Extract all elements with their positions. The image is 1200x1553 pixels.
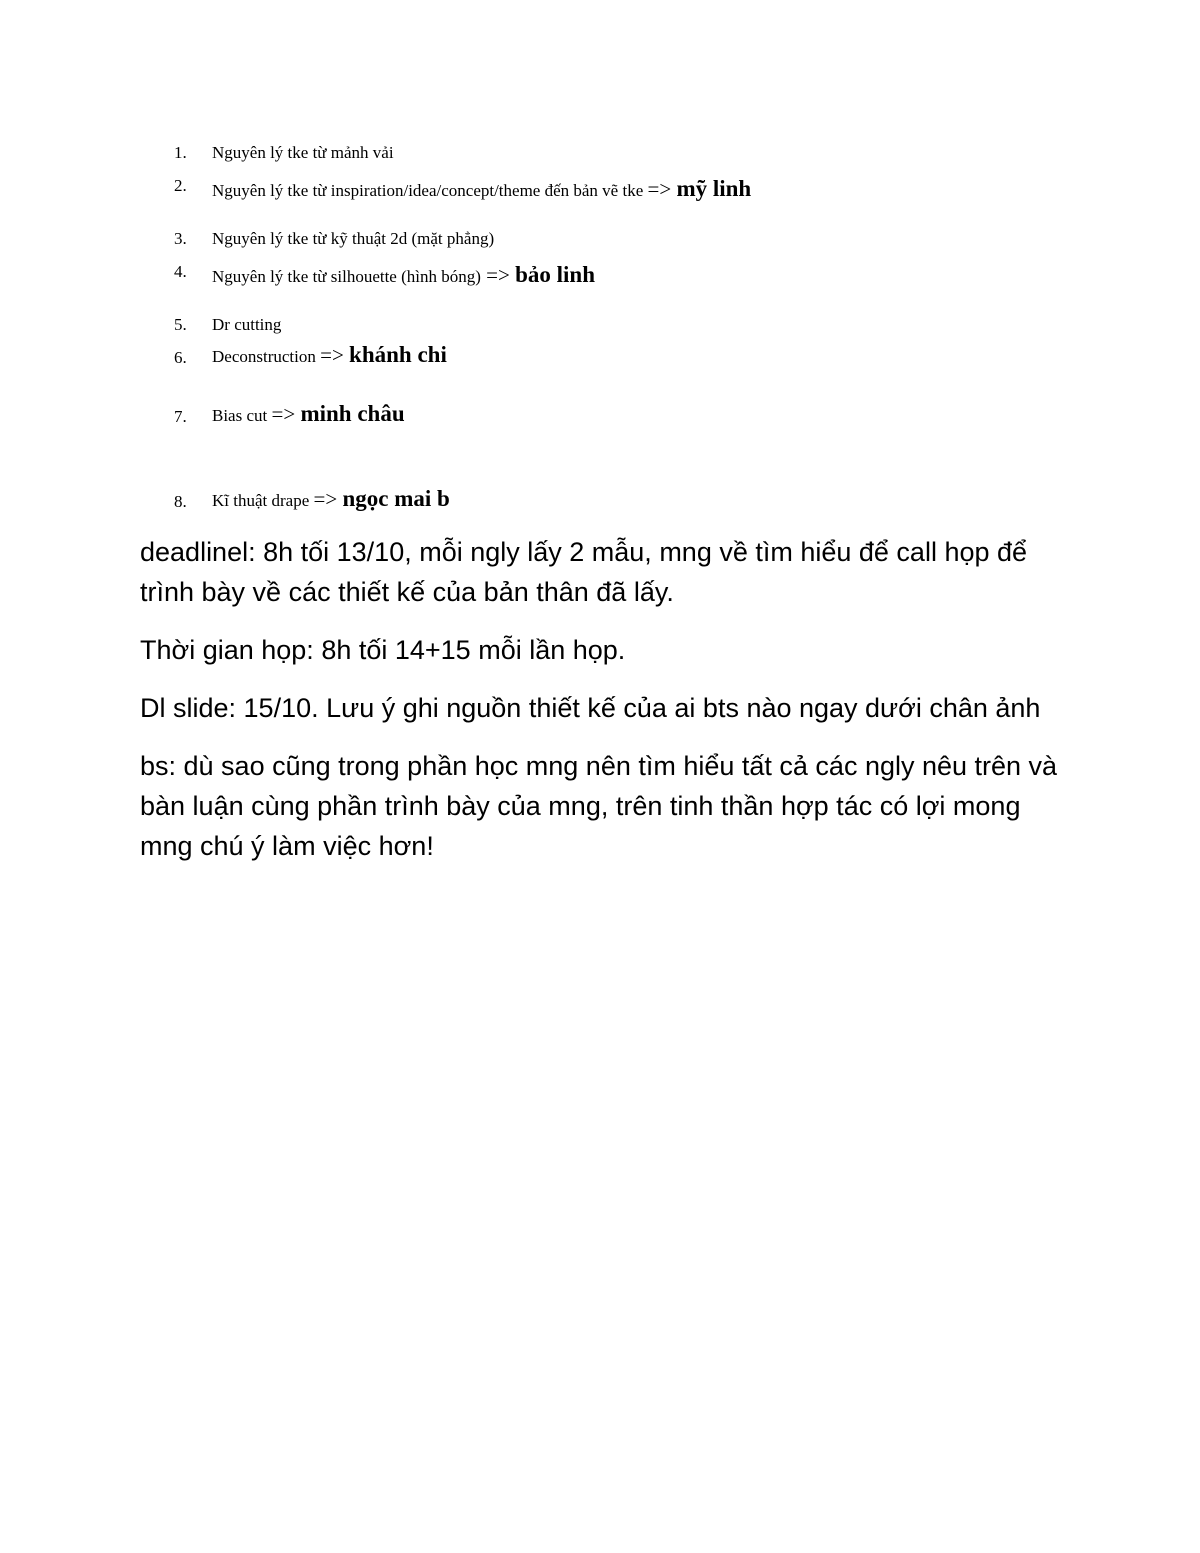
assignee-name: ngọc mai b [342, 486, 450, 511]
deadline-note: deadlinel: 8h tối 13/10, mỗi ngly lấy 2 mẫu, mng về tìm hiểu để call họp để trình bày về các thiết kế của bản thân đã lấy. [140, 537, 1028, 607]
assign-arrow: => [320, 343, 350, 367]
list-number: 7. [174, 407, 187, 426]
assign-arrow: => [313, 487, 343, 511]
list-number: 8. [174, 492, 187, 511]
list-number: 2. [174, 176, 187, 195]
additional-note: bs: dù sao cũng trong phần học mng nên tìm hiểu tất cả các ngly nêu trên và bàn luận cùng phần trình bày của mng, trên tinh thần hợp tác có lợi mong mng chú ý làm việc hơn! [140, 751, 1058, 861]
list-text: Kĩ thuật drape [212, 491, 314, 510]
list-number: 6. [174, 348, 187, 367]
assignee-name: minh châu [300, 401, 405, 426]
list-text: Nguyên lý tke từ inspiration/idea/concept/theme đến bản vẽ tke [212, 181, 648, 200]
assignee-name: khánh chi [349, 342, 447, 367]
assignee-name: mỹ linh [676, 176, 752, 201]
assignee-name: bảo linh [515, 262, 595, 287]
list-number: 4. [174, 262, 187, 281]
list-text: Dr cutting [212, 315, 282, 334]
list-text: Nguyên lý tke từ mảnh vải [212, 143, 394, 162]
list-text: Deconstruction [212, 347, 321, 366]
slide-deadline-note: Dl slide: 15/10. Lưu ý ghi nguồn thiết kế của ai bts nào ngay dưới chân ảnh [140, 693, 1041, 723]
meeting-time-note: Thời gian họp: 8h tối 14+15 mỗi lần họp. [140, 635, 626, 665]
list-text: Nguyên lý tke từ kỹ thuật 2d (mặt phẳng) [212, 229, 495, 248]
list-number: 1. [174, 143, 187, 162]
notes-section [140, 532, 1070, 884]
assign-arrow: => [647, 177, 677, 201]
assign-arrow: => [271, 402, 301, 426]
list-number: 5. [174, 315, 187, 334]
assign-arrow: => [480, 263, 516, 287]
list-number: 3. [174, 229, 187, 248]
list-text: Bias cut [212, 406, 272, 425]
list-text: Nguyên lý tke từ silhouette (hình bóng) [212, 267, 481, 286]
